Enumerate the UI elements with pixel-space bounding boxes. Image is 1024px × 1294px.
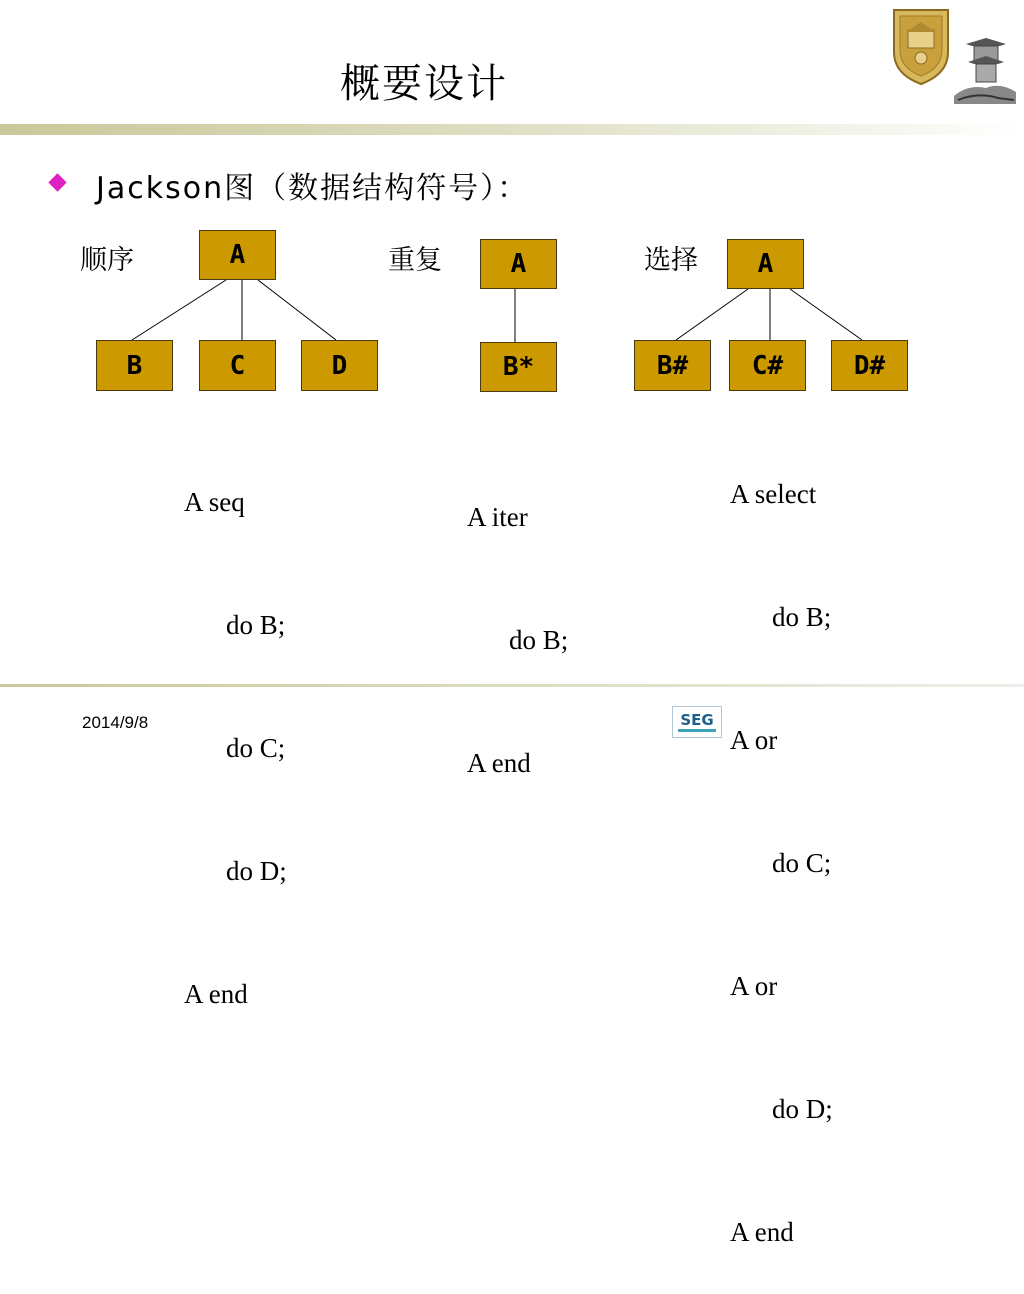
seq-edge-d [258, 280, 336, 340]
seq-edge-b [132, 280, 226, 340]
code-line: do C; [772, 848, 832, 878]
selection-label: 选择 [644, 245, 698, 276]
sel-code-block [730, 392, 833, 1294]
subtitle: Jackson图（数据结构符号）： [96, 171, 530, 206]
code-line: do B; [509, 625, 569, 655]
code-line: A or [730, 971, 778, 1001]
code-line: do B; [226, 610, 286, 640]
footer-divider-band [0, 684, 1024, 687]
iteration-label: 重复 [388, 245, 442, 276]
iter-child-node: B* [480, 342, 557, 392]
seq-child-node-c: C [199, 340, 276, 391]
code-line: A seq [184, 487, 245, 517]
sel-edge-d [790, 289, 862, 340]
code-line: A select [730, 479, 817, 509]
slide-title: 概要设计 [340, 61, 508, 107]
seg-logo [672, 706, 722, 738]
seq-child-node-d: D [301, 340, 378, 391]
code-line: A end [184, 979, 248, 1009]
sel-root-node: A [727, 239, 804, 289]
sel-child-node-d: D# [831, 340, 908, 391]
seg-logo-swoosh [678, 729, 716, 732]
iter-code-block [467, 415, 568, 825]
code-line: do D; [772, 1094, 833, 1124]
code-line: do B; [772, 602, 832, 632]
code-line: do C; [226, 733, 286, 763]
seq-code-block [184, 400, 287, 1056]
sequence-label: 顺序 [80, 245, 134, 276]
code-line: A or [730, 725, 778, 755]
code-line: do D; [226, 856, 287, 886]
slide-date: 2014/9/8 [82, 713, 149, 732]
seg-logo-text: SEG [680, 711, 714, 729]
iter-root-node: A [480, 239, 557, 289]
diamond-bullet-icon [48, 173, 66, 191]
sel-child-node-c: C# [729, 340, 806, 391]
seq-child-node-b: B [96, 340, 173, 391]
code-line: A end [467, 748, 531, 778]
code-line: A iter [467, 502, 528, 532]
seq-root-node: A [199, 230, 276, 280]
header-divider-band [0, 124, 1024, 135]
sel-child-node-b: B# [634, 340, 711, 391]
code-line: A end [730, 1217, 794, 1247]
sel-edge-b [676, 289, 748, 340]
university-emblem-logo [888, 4, 1018, 116]
